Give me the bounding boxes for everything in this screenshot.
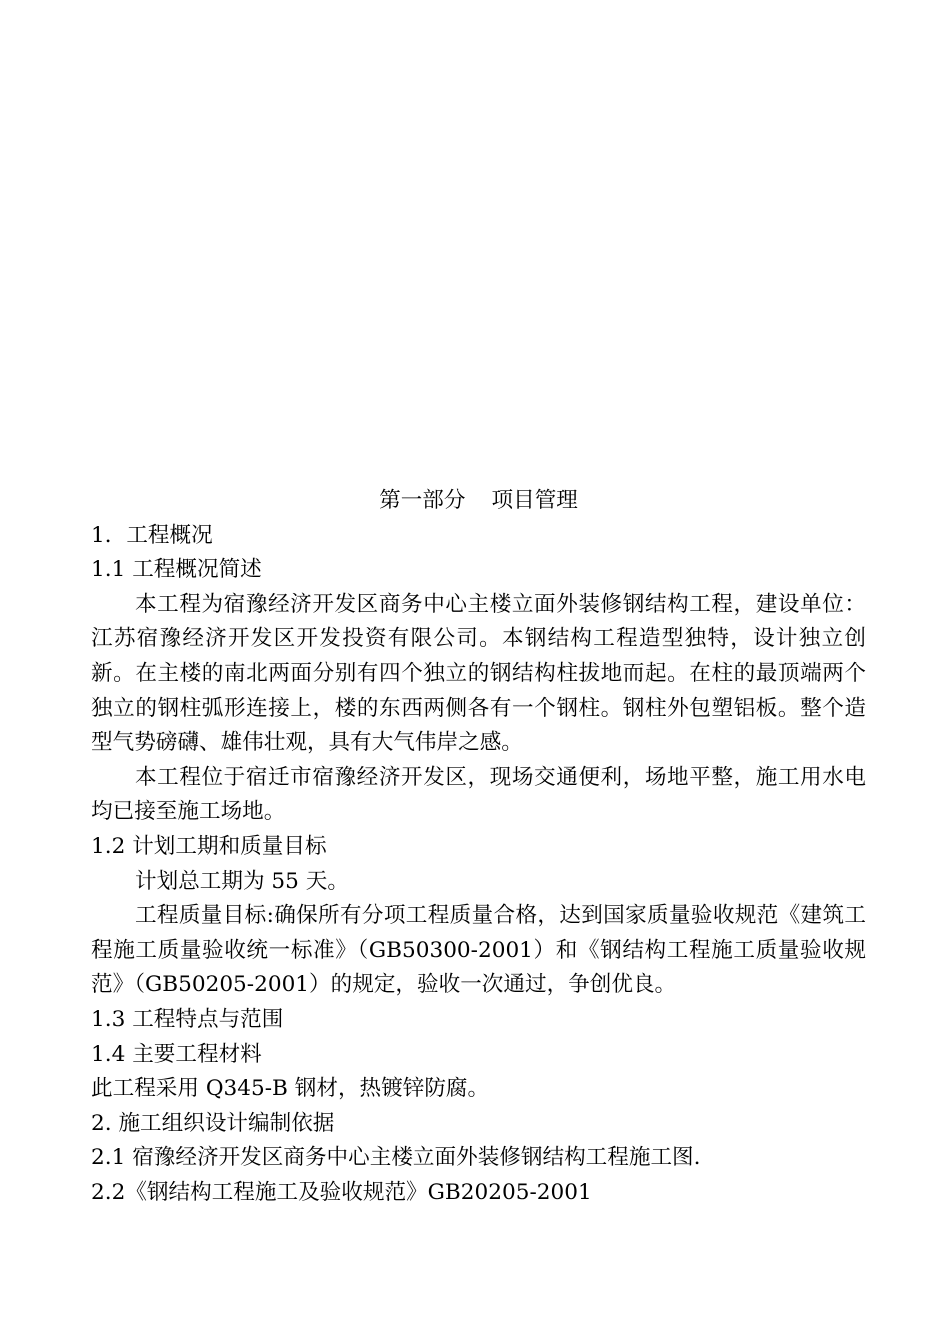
section-1-1-paragraph-2: 本工程位于宿迁市宿豫经济开发区，现场交通便利，场地平整，施工用水电均已接至施工场地。: [91, 764, 866, 825]
section-2-1-item: 2.1 宿豫经济开发区商务中心主楼立面外装修钢结构工程施工图.: [91, 1145, 701, 1171]
section-2-heading: 2. 施工组织设计编制依据: [91, 1110, 335, 1136]
document-body: [91, 484, 866, 1210]
section-1-2-paragraph-1: 计划总工期为 55 天。: [135, 868, 349, 894]
part-title-name: 项目管理: [491, 488, 578, 513]
section-1-3-heading: 1.3 工程特点与范围: [91, 1006, 284, 1032]
section-1-1-paragraph-1: 本工程为宿豫经济开发区商务中心主楼立面外装修钢结构工程，建设单位：江苏宿豫经济开发区开发投资有限公司。本钢结构工程造型独特，设计独立创新。在主楼的南北两面分别有四个独立的钢结构柱拔地而起。在柱的最顶端两个独立的钢柱弧形连接上，楼的东西两侧各有一个钢柱。钢柱外包塑铝板。整个造型气势磅礴、雄伟壮观，具有大气伟岸之感。: [91, 591, 866, 756]
section-2-2-item: 2.2《钢结构工程施工及验收规范》GB20205-2001: [91, 1179, 592, 1205]
section-1-heading: 1．工程概况: [91, 522, 213, 548]
section-1-1-heading: 1.1 工程概况简述: [91, 557, 262, 583]
section-1-4-paragraph-1: 此工程采用 Q345-B 钢材，热镀锌防腐。: [91, 1076, 490, 1102]
section-1-4-heading: 1.4 主要工程材料: [91, 1041, 262, 1067]
part-title-number: 第一部分: [379, 488, 466, 513]
part-title: [91, 484, 866, 519]
section-1-2-paragraph-2: 工程质量目标:确保所有分项工程质量合格，达到国家质量验收规范《建筑工程施工质量验收统一标准》（GB50300-2001）和《钢结构工程施工质量验收规范》（GB50205-2001）的规定，验收一次通过，争创优良。: [91, 903, 866, 998]
section-1-2-heading: 1.2 计划工期和质量目标: [91, 833, 327, 859]
